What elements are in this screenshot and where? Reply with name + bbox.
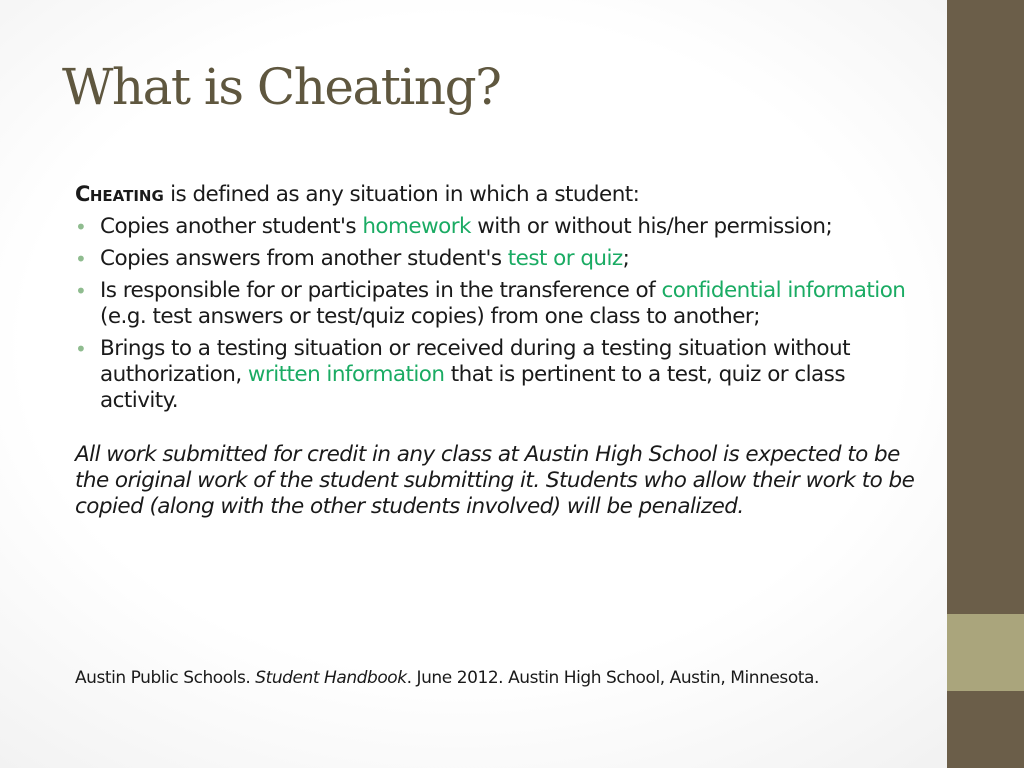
slide-body bbox=[75, 181, 925, 520]
citation bbox=[75, 668, 819, 688]
citation-book-title: Student Handbook bbox=[255, 668, 407, 688]
highlight-term: test or quiz bbox=[507, 246, 623, 271]
bullet-text: Is responsible for or participates in the transference of bbox=[100, 278, 662, 303]
term-rest: HEATING bbox=[89, 187, 164, 205]
side-bar-accent bbox=[947, 614, 1024, 691]
bullet-item bbox=[75, 214, 925, 240]
citation-details: . June 2012. Austin High School, Austin, Minnesota. bbox=[406, 668, 819, 688]
definition-line bbox=[75, 181, 925, 209]
bullet-text: Brings to a testing situation or received during a testing situation without authorization, bbox=[100, 336, 850, 387]
bullet-text: that is pertinent to a test, quiz or class activity. bbox=[100, 362, 845, 413]
bullet-text: Copies another student's bbox=[100, 214, 363, 239]
bullet-text: Copies answers from another student's bbox=[100, 246, 508, 271]
policy-statement: All work submitted for credit in any class at Austin High School is expected to be the original work of the student submitting it. Students who allow their work to be copied (along with the other students involved) will be penalized. bbox=[75, 442, 915, 519]
bullet-item bbox=[75, 278, 925, 330]
bullet-text: with or without his/her permission; bbox=[470, 214, 833, 239]
bullet-dot-icon: • bbox=[75, 279, 87, 303]
bullet-dot-icon: • bbox=[75, 215, 87, 239]
bullet-item bbox=[75, 246, 925, 272]
slide-title: What is Cheating? bbox=[62, 58, 501, 116]
bullet-text: (e.g. test answers or test/quiz copies) from one class to another; bbox=[100, 304, 760, 329]
bullet-item bbox=[75, 336, 925, 414]
highlight-term: homework bbox=[362, 214, 471, 239]
bullet-list bbox=[75, 214, 925, 414]
bullet-dot-icon: • bbox=[75, 247, 87, 271]
bullet-text: ; bbox=[622, 246, 630, 271]
highlight-term: confidential information bbox=[661, 278, 906, 303]
highlight-term: written information bbox=[247, 362, 445, 387]
bullet-dot-icon: • bbox=[75, 337, 87, 361]
definition-text: is defined as any situation in which a student: bbox=[163, 182, 640, 207]
citation-source: Austin Public Schools. bbox=[75, 668, 256, 688]
term-first-letter: C bbox=[75, 182, 90, 206]
